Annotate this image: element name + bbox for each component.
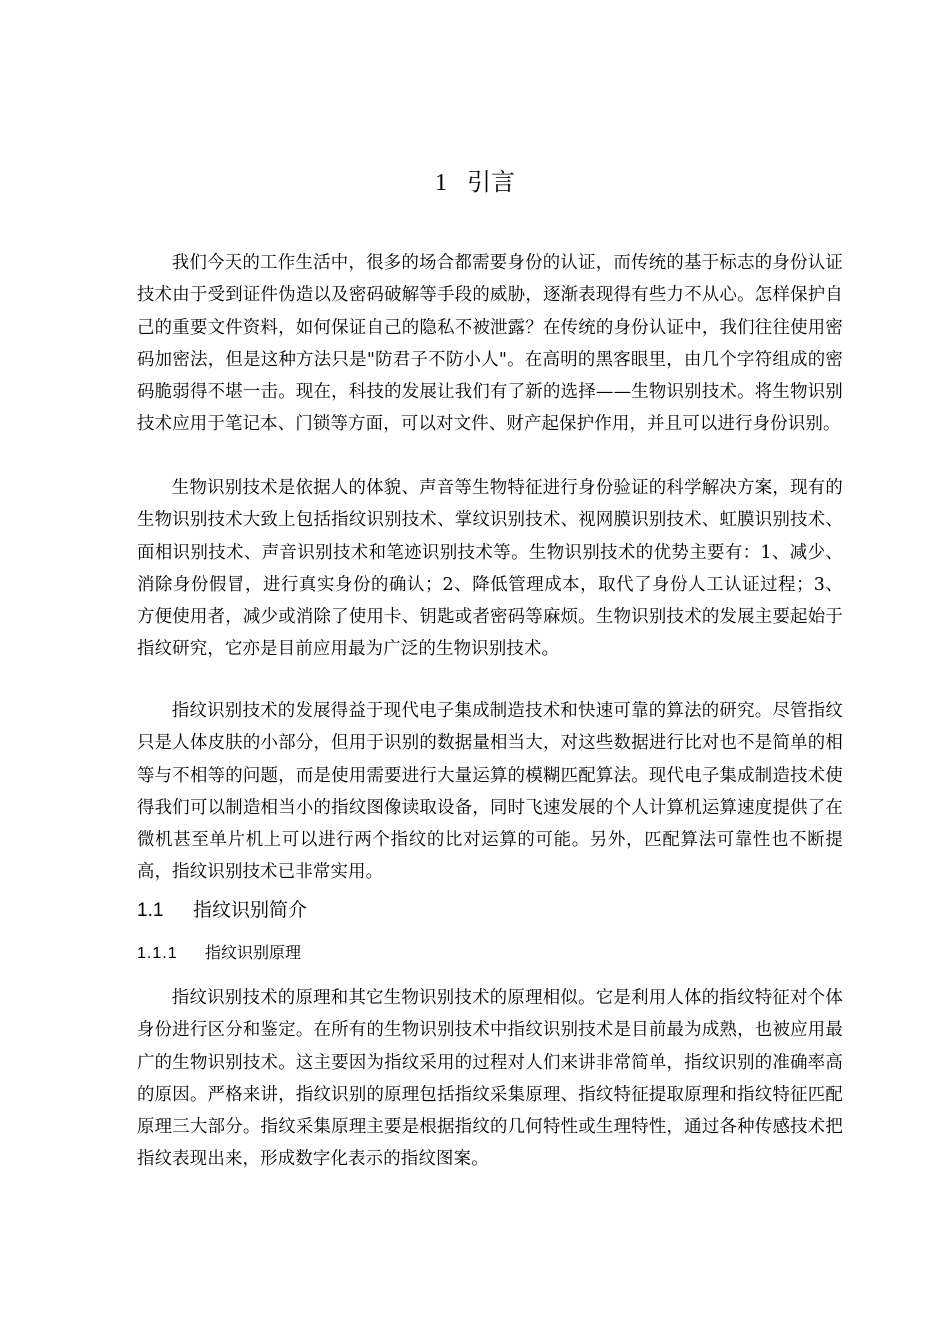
paragraph-fingerprint-principle: 指纹识别技术的原理和其它生物识别技术的原理相似。它是利用人体的指纹特征对个体身份进行区分和鉴定。在所有的生物识别技术中指纹识别技术是目前最为成熟，也被应用最广的生物识别技术。这主要因为指纹采用的过程对人们来讲非常简单，指纹识别的准确率高的原因。严格来讲，指纹识别的原理包括指纹采集原理、指纹特征提取原理和指纹特征匹配原理三大部分。指纹采集原理主要是根据指纹的几何特性或生理特性，通过各种传感技术把指纹表现出来，形成数字化表示的指纹图案。 [137, 988, 843, 1170]
chapter-heading [0, 166, 950, 199]
chapter-number: 1 [435, 170, 447, 196]
chapter-title: 引言 [467, 168, 515, 196]
paragraph-fingerprint-development: 指纹识别技术的发展得益于现代电子集成制造技术和快速可靠的算法的研究。尽管指纹只是人体皮肤的小部分，但用于识别的数据量相当大，对这些数据进行比对也不是简单的相等与不相等的问题，而是使用需要进行大量运算的模糊匹配算法。现代电子集成制造技术使得我们可以制造相当小的指纹图像读取设备，同时飞速发展的个人计算机运算速度提供了在微机甚至单片机上可以进行两个指纹的比对运算的可能。另外，匹配算法可靠性也不断提高，指纹识别技术已非常实用。 [137, 701, 843, 883]
paragraph-intro: 我们今天的工作生活中，很多的场合都需要身份的认证，而传统的基于标志的身份认证技术由于受到证件伪造以及密码破解等手段的威胁，逐渐表现得有些力不从心。怎样保护自己的重要文件资料，如何保证自己的隐私不被泄露？在传统的身份认证中，我们往往使用密码加密法，但是这种方法只是"防君子不防小人"。在高明的黑客眼里，由几个字符组成的密码脆弱得不堪一击。现在，科技的发展让我们有了新的选择——生物识别技术。将生物识别技术应用于笔记本、门锁等方面，可以对文件、财产起保护作用，并且可以进行身份识别。 [137, 253, 843, 435]
subsection-heading [137, 941, 301, 966]
paragraph-biometrics: 生物识别技术是依据人的体貌、声音等生物特征进行身份验证的科学解决方案，现有的生物识别技术大致上包括指纹识别技术、掌纹识别技术、视网膜识别技术、虹膜识别技术、面相识别技术、声音识别技术和笔迹识别技术等。生物识别技术的优势主要有：1、减少、消除身份假冒，进行真实身份的确认；2、降低管理成本，取代了身份人工认证过程；3、方便使用者，减少或消除了使用卡、钥匙或者密码等麻烦。生物识别技术的发展主要起始于指纹研究，它亦是目前应用最为广泛的生物识别技术。 [137, 478, 843, 660]
section-heading [137, 896, 307, 925]
subsection-number: 1.1.1 [137, 945, 178, 962]
section-title: 指纹识别简介 [193, 899, 308, 921]
section-number: 1.1 [137, 900, 164, 921]
subsection-title: 指纹识别原理 [205, 943, 302, 962]
